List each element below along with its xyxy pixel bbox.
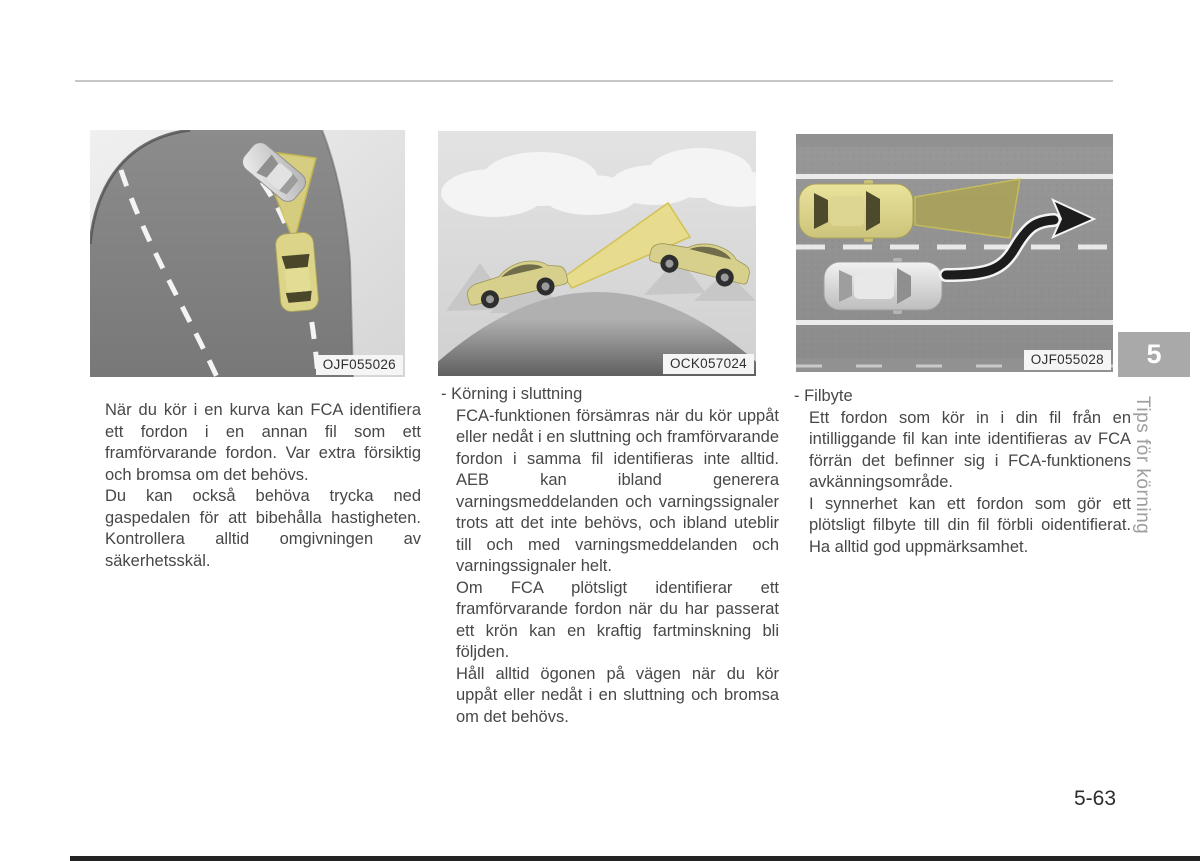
yellow-car xyxy=(275,231,320,312)
figure-code: OCK057024 xyxy=(663,354,754,374)
paragraph: Om FCA plötsligt identifierar ett framförvarande fordon när du har passerat ett krön kan en kraftig fartminskning bli följden. xyxy=(456,578,779,661)
column-slope-text xyxy=(441,384,779,728)
lane-line-solid xyxy=(796,320,1113,325)
chapter-side-label: Tips för körning xyxy=(1132,396,1153,535)
paragraph: Håll alltid ögonen på vägen när du kör uppåt eller nedåt i en sluttning och bromsa om det behövs. xyxy=(456,664,779,726)
page-number: 5-63 xyxy=(1073,787,1117,810)
lane-change-illustration xyxy=(796,134,1113,372)
asphalt-texture xyxy=(796,134,1113,372)
list-item-heading: - Körning i sluttning xyxy=(441,385,583,403)
silver-car xyxy=(824,258,942,314)
figure-fca-curve xyxy=(90,130,405,377)
figure-fca-lane-change xyxy=(796,134,1113,372)
chapter-tab-number: 5 xyxy=(1146,339,1162,369)
paragraph: När du kör i en kurva kan FCA identifiera ett fordon i en annan fil som ett framförvarande fordon. Var extra försiktig och bromsa om det behövs. xyxy=(105,401,421,484)
curve-road-illustration xyxy=(90,130,405,377)
figure-fca-hill xyxy=(438,131,756,376)
paragraph: I synnerhet kan ett fordon som gör ett plötsligt filbyte till din fil förbli oidentifierat. Ha alltid god uppmärksamhet. xyxy=(809,494,1131,556)
column-curve-text xyxy=(105,400,421,572)
figure-code: OJF055026 xyxy=(316,355,403,375)
paragraph: Ett fordon som kör in i din fil från en intilliggande fil kan inte identifieras av FCA förrän det befinner sig i FCA-funktionens avkänningsområde. xyxy=(809,408,1131,491)
header-rule xyxy=(75,80,1113,82)
figure-code: OJF055028 xyxy=(1024,350,1111,370)
hill-illustration xyxy=(438,131,756,376)
page-scan-edge xyxy=(70,856,1200,861)
list-item-heading: - Filbyte xyxy=(794,387,853,405)
paragraph: Du kan också behöva trycka ned gaspedalen för att bibehålla hastigheten. Kontrollera alltid omgivningen av säkerhetsskäl. xyxy=(105,487,421,570)
chapter-tab xyxy=(1118,332,1190,377)
road-shoulder xyxy=(796,134,1113,147)
lane-line-solid xyxy=(796,174,1113,179)
column-lane-change-text xyxy=(794,386,1131,558)
yellow-car xyxy=(799,180,913,242)
paragraph: FCA-funktionen försämras när du kör uppåt eller nedåt i en sluttning och framförvarande fordon i samma fil identifieras inte alltid. AEB kan ibland generera varningsmeddelanden och varningssignaler trots att det inte behövs, och ibland uteblir till och med varningsmeddelanden och varningssignaler helt. xyxy=(456,406,779,575)
